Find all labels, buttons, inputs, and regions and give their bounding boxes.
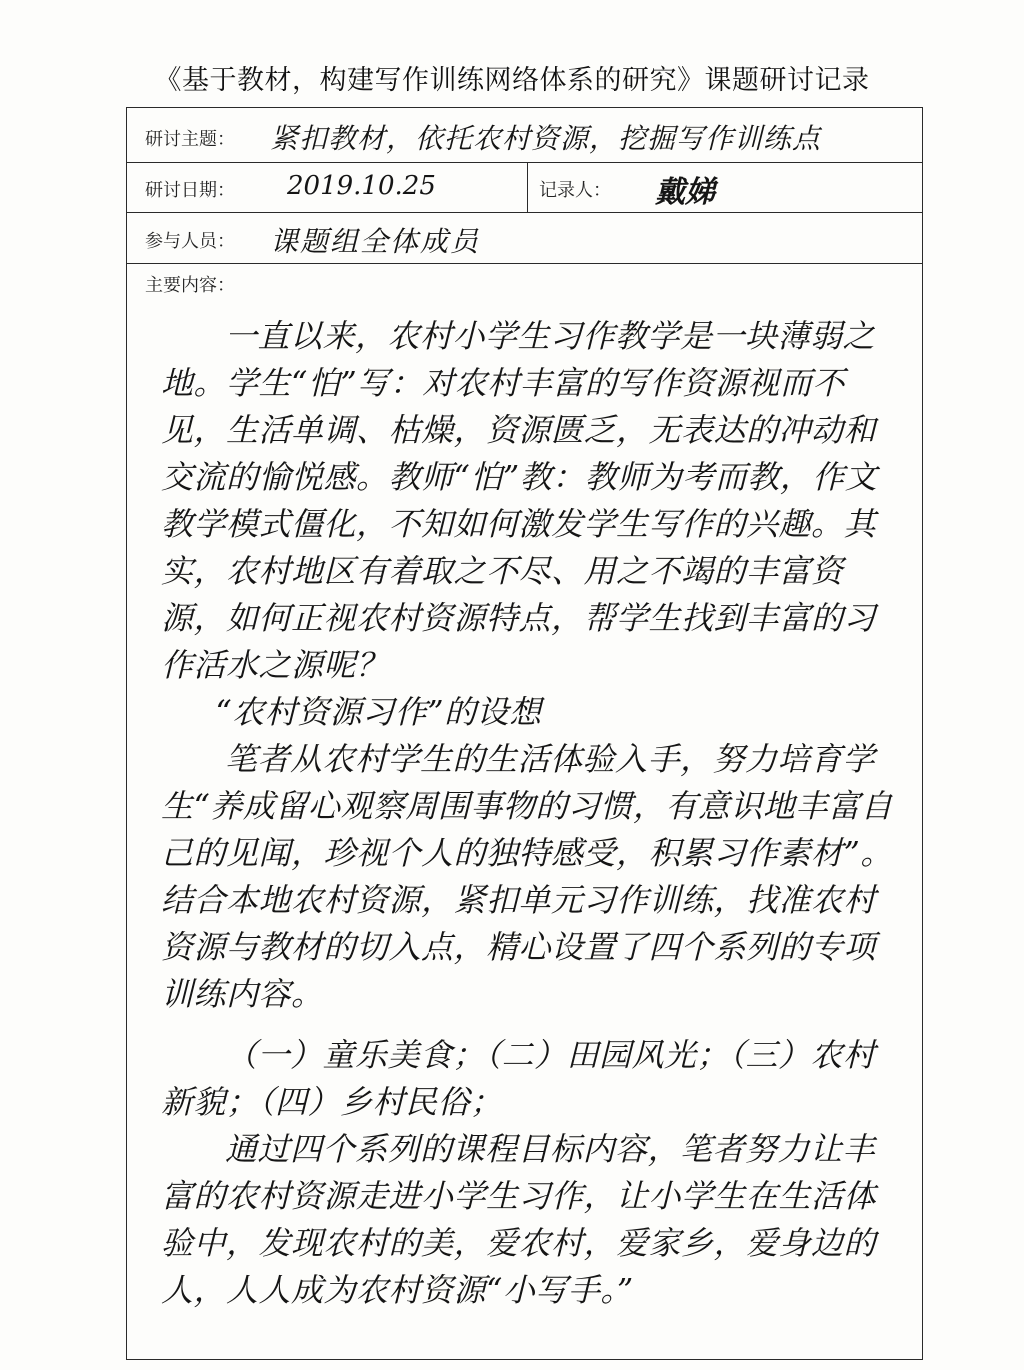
content-body [161,313,901,1314]
content-label: 主要内容： [145,275,235,296]
date-row [127,162,922,213]
participants-value: 课题组全体成员 [270,225,481,258]
document-title: 《基于教材，构建写作训练网络体系的研究》课题研讨记录 [154,65,870,96]
content-paragraph: 通过四个系列的课程目标内容，笔者努力让丰富的农村资源走进小学生习作，让小学生在生活体验中，发现农村的美，爱农村，爱家乡，爱身边的人，人人成为农村资源“小写手。” [161,1130,877,1309]
content-heading: “农村资源习作”的设想 [215,693,542,731]
record-table [126,107,923,1360]
content-paragraph: 笔者从农村学生的生活体验入手，努力培育学生“养成留心观察周围事物的习惯，有意识地丰富自己的见闻，珍视个人的独特感受，积累习作素材”。结合本地农村资源，紧扣单元习作训练，找准农村资源与教材的切入点，精心设置了四个系列的专项训练内容。 [161,740,893,1013]
recorder-label: 记录人： [539,180,611,201]
content-paragraph: 一直以来，农村小学生习作教学是一块薄弱之地。学生“怕”写：对农村丰富的写作资源视而不见，生活单调、枯燥，资源匮乏，无表达的冲动和交流的愉悦感。教师“怕”教：教师为考而教，作文教学模式僵化，不知如何激发学生写作的兴趣。其实，农村地区有着取之不尽、用之不竭的丰富资源，如何正视农村资源特点，帮学生找到丰富的习作活水之源呢？ [161,317,878,684]
topic-label: 研讨主题： [145,129,235,150]
date-label: 研讨日期： [145,180,235,201]
participants-row [127,212,922,264]
topic-row [127,108,922,163]
participants-label: 参与人员： [145,231,235,252]
column-divider [527,162,528,212]
topic-value: 紧扣教材，依托农村资源，挖掘写作训练点 [270,122,822,155]
date-value: 2019.10.25 [287,171,436,201]
recorder-value: 戴娣 [655,175,715,210]
content-paragraph: （一）童乐美食；（二）田园风光；（三）农村新貌；（四）乡村民俗； [161,1036,876,1121]
